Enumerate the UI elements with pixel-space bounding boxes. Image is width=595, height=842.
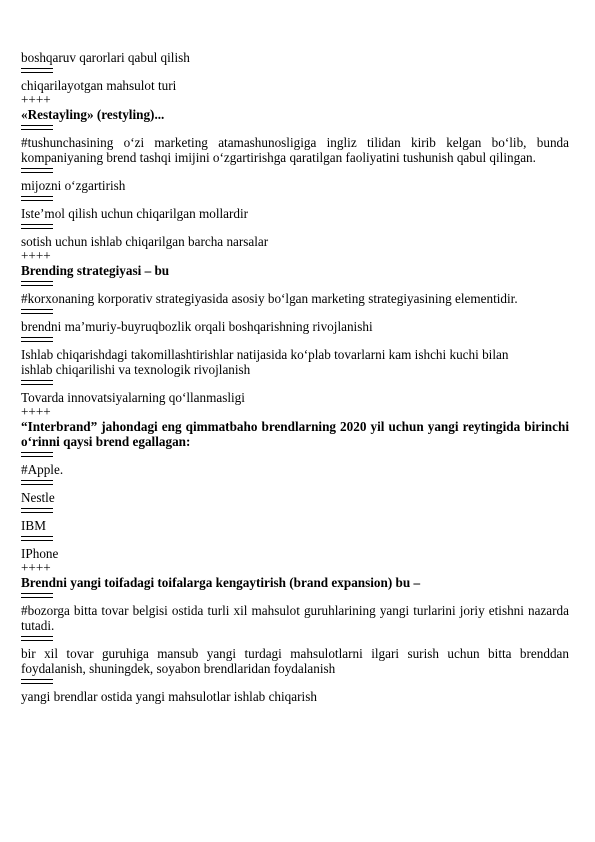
answer-option: IBM (21, 518, 46, 533)
answer-option-correct: #Apple. (21, 462, 64, 477)
answer-option: mijozni o‘zgartirish (21, 178, 126, 193)
answer-option: bir xil tovar guruhiga mansub yangi turdagi mahsulotlarni ilgari surish uchun bitta brenddan foydalanish, shuningdek, soyabon brendlaridan foydalanish (21, 646, 569, 676)
answer-option: chiqarilayotgan mahsulot turi (21, 78, 177, 93)
separator (21, 679, 53, 684)
separator (21, 196, 53, 201)
separator (21, 337, 53, 342)
answer-option: brendni ma’muriy-buyruqbozlik orqali boshqarishning rivojlanishi (21, 319, 373, 334)
separator (21, 281, 53, 286)
separator (21, 125, 53, 130)
separator (21, 452, 53, 457)
question-text: Brending strategiyasi – bu (21, 263, 170, 278)
answer-option: Iste’mol qilish uchun chiqarilgan mollardir (21, 206, 249, 221)
question-delimiter: ++++ (21, 404, 51, 419)
question-delimiter: ++++ (21, 248, 51, 263)
answer-option-correct: #korxonaning korporativ strategiyasida asosiy bo‘lgan marketing strategiyasining elementidir. (21, 291, 518, 306)
separator (21, 380, 53, 385)
answer-option: Tovarda innovatsiyalarning qo‘llanmasligi (21, 390, 245, 405)
separator (21, 508, 53, 513)
answer-option: IPhone (21, 546, 59, 561)
question-text: Brendni yangi toifadagi toifalarga kengaytirish (brand expansion) bu – (21, 575, 421, 590)
answer-option: Nestle (21, 490, 55, 505)
separator (21, 536, 53, 541)
question-text: “Interbrand” jahondagi eng qimmatbaho brendlarning 2020 yil uchun yangi reytingida birinchi o‘rinni qaysi brend egallagan: (21, 419, 569, 449)
answer-option-line: Ishlab chiqarishdagi takomillashtirishlar natijasida ko‘plab tovarlarni kam ishchi kuchi bilan (21, 347, 509, 362)
question-delimiter: ++++ (21, 92, 51, 107)
answer-option-correct: #bozorga bitta tovar belgisi ostida turli xil mahsulot guruhlarining yangi turlarini joriy etishni nazarda tutadi. (21, 603, 569, 633)
answer-option-correct: #tushunchasining o‘zi marketing atamashunosligiga ingliz tilidan kirib kelgan bo‘lib, bunda kompaniyaning brend tashqi imijini o‘zgartirishga qaratilgan faoliyatini tushunish qabul qilingan. (21, 135, 569, 165)
separator (21, 636, 53, 641)
answer-option-line: ishlab chiqarilishi va texnologik rivojlanish (21, 362, 251, 377)
separator (21, 309, 53, 314)
separator (21, 593, 53, 598)
document-page (21, 50, 569, 704)
separator (21, 224, 53, 229)
answer-option: yangi brendlar ostida yangi mahsulotlar ishlab chiqarish (21, 689, 317, 704)
answer-option: boshqaruv qarorlari qabul qilish (21, 50, 190, 65)
question-text: «Restayling» (restyling)... (21, 107, 165, 122)
separator (21, 168, 53, 173)
separator (21, 480, 53, 485)
answer-option: sotish uchun ishlab chiqarilgan barcha narsalar (21, 234, 269, 249)
separator (21, 68, 53, 73)
question-delimiter: ++++ (21, 560, 51, 575)
